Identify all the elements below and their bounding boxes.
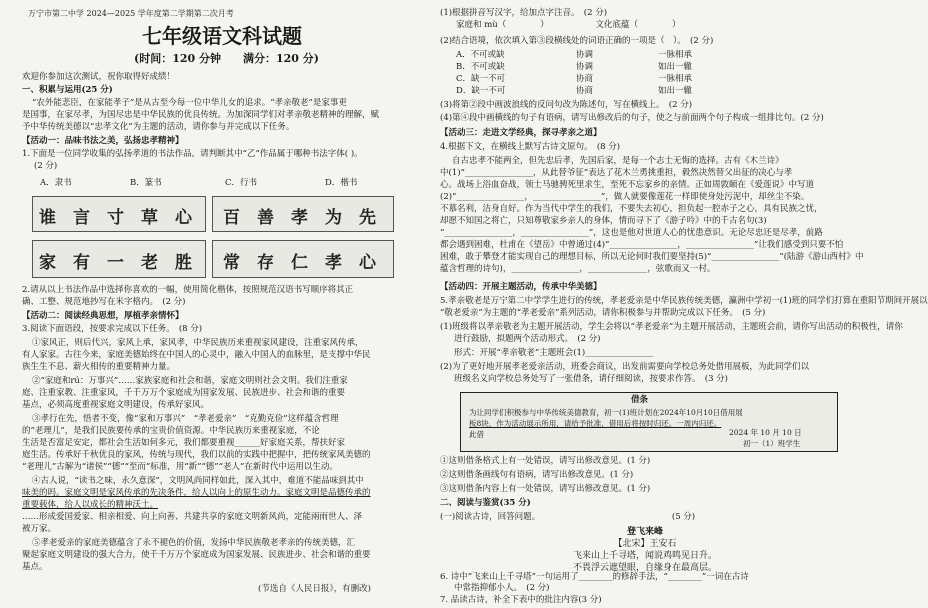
question-2: 2.请从以上书法作品中选择你喜欢的一幅，使用简化楷体，按照规范汉语书写顺序将其正 xyxy=(22,285,354,295)
q4-text-line: “________________，________________”，这也是他对世道人心的忧患意识。无论尽忠还是尽孝，前路 xyxy=(440,228,823,238)
passage-line: ②“家庭和rú：万事兴”……家族家庭和社会和谐，家庭文明则社会文明。我们注重家 xyxy=(32,376,348,386)
passage-line: 有人家家。古往今来，家庭美德始终在中国人的心灵中，融入中国人的血脉里，是支撑中华民 xyxy=(22,350,371,360)
question-1: 1.下面是一位同学收集的弘扬孝道的书法作品，请判断其中“乙”作品属于哪种书法字体( )。 xyxy=(22,149,363,159)
calligraphy-char: 百 xyxy=(223,208,240,228)
note-signature: 初一（1）班学生 xyxy=(743,439,801,448)
question-4: 4.根据下文，在横线上默写古诗文原句。 (8 分) xyxy=(440,142,621,152)
section-2-1-title: (一)阅读古诗，回答问题。 (5 分) xyxy=(440,512,696,522)
note-body-line: 为让同学们积极参与中华传统美德教育，初一(1)班计划在2024年10月10日借用展 xyxy=(469,408,743,417)
option-d: D．楷书 xyxy=(325,178,358,188)
activity-4-title: 【活动四：开展主题活动，传承中华美德】 xyxy=(440,282,602,292)
calligraphy-char: 家 xyxy=(39,253,56,273)
passage-line: 基点。 xyxy=(22,562,48,572)
note-date: 2024 年 10 月 10 日 xyxy=(729,428,802,437)
passage-line: 生活是否富足安定，都社会生活如何多元，我们都要重视______好家庭关系，帮扶好家 xyxy=(22,438,346,448)
option-a-word2: 协调 xyxy=(576,50,594,60)
calligraphy-char: 孝 xyxy=(291,208,308,228)
question-1-score: (2 分) xyxy=(34,161,58,171)
note-body-line-underlined: 板8块，作为活动展示所用，请给予批准，借用后将按时归还。一周内归还。 xyxy=(469,419,722,428)
calligraphy-char: 善 xyxy=(257,208,274,228)
passage-line: “老理儿”古解为“诸侯”“德”“至而”标准，用“新”“德”“老人”在新时代中运用以生动。 xyxy=(22,462,338,472)
passage-line: 庭生活。传承好千秋优良的家风，传统与现代，我们以前的实践中把握中，把传统家风美德的 xyxy=(22,450,371,460)
option-d-word1: D．缺一不可 xyxy=(456,86,506,96)
calligraphy-char: 仁 xyxy=(291,253,308,273)
passage-line: 族生生不息、薪火相传的重要精神力量。 xyxy=(22,362,176,372)
option-d-word3: 如出一辙 xyxy=(658,86,693,96)
intro-line: 是国事，在家尽孝，为国尽忠是中华民族的优良传统。为加深同学们对孝亲敬老精神的理解，赋 xyxy=(22,110,380,120)
question-5-2-c: ③这则借条内容上有一处错误，请写出修改意见。(1 分) xyxy=(440,484,651,494)
passage-line: ……形成爱国爱家、相亲相爱、向上向善、共建共享的家庭文明新风尚，定能兩雨世人、泽 xyxy=(22,512,363,522)
question-5-2: (2)为了更好地开展孝老爱亲活动，班委会商议，出发前需要向学校总务处借用展板，为此同学们以 xyxy=(440,362,810,372)
option-c-word1: C．缺一不可 xyxy=(456,74,506,84)
question-7: 7. 品读古诗，补全下表中的批注内容(3 分) xyxy=(440,595,602,605)
q4-text-line: 都会遇到困难，杜甫在《望岳》中曾通过(4)“________________，________________”让我们感受到只要不怕 xyxy=(440,240,844,250)
option-a: A．隶书 xyxy=(40,178,72,188)
question-5-2: 班级名义向学校总务处写了一张借条，请仔细阅读，按要求作答。 (3 分) xyxy=(454,374,728,384)
passage-line: 的“老理儿”，是我们民族要传承的宝贵价值资源。中华民族历来重视家庭，不论 xyxy=(22,426,320,436)
school-name: 万宁市第二中学 2024—2025 学年度第二学期第二次月考 xyxy=(28,9,234,18)
passage-source: (节选自《人民日报》，有删改) xyxy=(258,584,371,594)
passage-line: 被万家。 xyxy=(22,524,57,534)
option-a-word1: A．不可或缺 xyxy=(456,50,505,60)
calligraphy-char: 心 xyxy=(175,208,192,228)
greeting: 欢迎你参加这次测试，祝你取得好成绩！ xyxy=(22,72,176,82)
q4-text-line: 中(1)“________________，从此替爷征”表达了花木兰勇挑重担，毅然决然替父出征的决心与孝 xyxy=(440,168,793,178)
poem-line: 不畏浮云遮望眼，自缘身在最高层。 xyxy=(572,563,717,573)
calligraphy-char: 孝 xyxy=(325,253,342,273)
question-5-1: 进行鼓励，拟题两个活动形式。 (2 分) xyxy=(454,334,601,344)
calligraphy-char: 先 xyxy=(359,208,376,228)
poem-line: 飞来山上千寻塔，闻说鸡鸣见日升。 xyxy=(572,551,717,561)
question-3-1: (1)根据拼音写汉字，给加点字注音。 (2 分) xyxy=(440,8,608,18)
page-title: 七年级语文科试题 xyxy=(142,24,302,48)
question-5-2-b: ②这则借条画线句有语病，请写出修改意见。(1 分) xyxy=(440,470,634,480)
calligraphy-ding xyxy=(212,240,394,278)
calligraphy-char: 寸 xyxy=(107,208,124,228)
option-a-word3: 一脉相承 xyxy=(658,50,693,60)
calligraphy-char: 胜 xyxy=(175,253,192,273)
question-3-1-blanks: 家庭和 mù（ ） 文化底蕴（ ） xyxy=(456,20,681,30)
passage-line-underlined: 味美的吗。家庭文明是家风传承的先决条件，给人以向上的原生动力。家庭文明是品德传承的 xyxy=(22,488,371,498)
calligraphy-jia xyxy=(32,196,206,232)
q4-text-line: 自古忠孝不能两全，但先忠后孝，先国后家，是每一个志士无悔的选择。古有《木兰诗》 xyxy=(452,156,784,166)
q4-text-line: (2)“________________，________________”，做人就要像莲花一样即使身处污泥中，却丝尘不染。 xyxy=(440,192,810,202)
calligraphy-char: 有 xyxy=(73,253,90,273)
calligraphy-char: 言 xyxy=(73,208,90,228)
question-5: 5.孝亲敬老是万宁第二中学学生进行的传统，孝老爱亲是中华民族传统美德，瀛洲中学初一(1)班的同学们打算在重阳节期间开展以 xyxy=(440,296,928,306)
calligraphy-char: 谁 xyxy=(39,208,56,228)
q4-text-line: 困难，敢于攀登才能实现自己的理想目标，所以无论何时我们要坚持(5)“________________”(陆游《游山西村》中 xyxy=(440,252,864,262)
option-d-word2: 协商 xyxy=(576,86,594,96)
q4-text-line: 心。战场上浴血奋战，领士马驰骋死里求生，至死不忘家乡的亲情。正如周敦颐在《爱莲说》中写道 xyxy=(440,180,815,190)
calligraphy-char: 一 xyxy=(107,253,124,273)
poem-title: 登飞来峰 xyxy=(626,527,663,537)
option-c: C．行书 xyxy=(225,178,258,188)
calligraphy-yi xyxy=(212,196,394,232)
section-2-title: 二、阅读与鉴赏(35 分) xyxy=(440,498,531,508)
passage-line: ④古人说，“读书之味，永久意深”，文明风尚同样如此，深入其中，难道不能品味到其中 xyxy=(32,476,364,486)
question-2: 确、工整、规范地抄写在米字格内。 (2 分) xyxy=(22,297,186,307)
calligraphy-char: 为 xyxy=(325,208,342,228)
option-b: B．篆书 xyxy=(130,178,162,188)
question-6: 中常指抑郁小人。 (2 分) xyxy=(454,583,550,593)
passage-line: 基点，必须高度重视家庭文明建设，传承好家风。 xyxy=(22,400,210,410)
question-3: 3.阅读下面语段，按要求完成以下任务。 (8 分) xyxy=(22,324,203,334)
intro-line: “农外能悲臣，在家能孝子”是从古至今每一位中华儿女的追求。“孝亲敬老”是家事更 xyxy=(32,98,347,108)
question-3-3: (3)将第②段中画波浪线的反问句改为陈述句，写在横线上。 (2 分) xyxy=(440,100,693,110)
question-5-1: (1)班级将以孝亲敬老为主题开展活动，学生会将以“孝老爱亲”为主题开展活动，主题班会前，请你写出活动的积极性，请你 xyxy=(440,322,903,332)
passage-line: 庭、注重家教、注重家风，千千万万个家庭成为国家发展、民族进步、社会和谐的重要 xyxy=(22,388,346,398)
calligraphy-char: 老 xyxy=(141,253,158,273)
passage-line: ①家风正，则后代兴，家风上承，家风孝，中华民族历来重视家风建设，注重家风传承， xyxy=(32,338,364,348)
passage-line: 聚起家庭文明建设的强大合力，使千千万万个家庭成为国家发展、民族进步、社会和谐的重要 xyxy=(22,550,371,560)
question-5-1-answer-line: 形式：开展“孝亲敬老”主题班会(1)________________ xyxy=(454,348,654,358)
option-c-word3: 一脉相承 xyxy=(658,74,693,84)
activity-2-title: 【活动二：阅读经典思想，厚植孝亲情怀】 xyxy=(22,311,184,321)
note-body-line: 此借 xyxy=(469,430,484,439)
exam-time: (时间：120 分钟 满分：120 分) xyxy=(134,52,319,65)
question-5-2-a: ①这则借条格式上有一处错误，请写出修改意见。(1 分) xyxy=(440,456,651,466)
question-3-4: (4)第④段中画横线的句子有语病，请写出修改后的句子，使之与前面两个句子构成一组排比句。(2 分) xyxy=(440,113,824,123)
q4-text-line: 却愿不知国之将亡，只知尊敬家乡亲人的身体，情而寻下了《游子吟》中的千古名句(3) xyxy=(440,216,767,226)
poem-author: 【北宋】王安石 xyxy=(613,539,677,549)
activity-3-title: 【活动三：走进文学经典，探寻孝亲之道】 xyxy=(440,128,602,138)
calligraphy-char: 草 xyxy=(141,208,158,228)
question-5: “敬老爱亲”为主题的“孝老爱亲”系列活动，请你积极参与并帮助完成以下任务。 (5 分) xyxy=(440,308,766,318)
passage-line: ⑤孝老爱亲的家庭美德蕴含了永不褪色的价值，发扬中华民族敬老孝亲的传统美德，汇 xyxy=(32,538,356,548)
option-c-word2: 协商 xyxy=(576,74,594,84)
question-3-2: (2)结合语境，依次填入第③段横线处的词语正确的一项是（ ）。 (2 分) xyxy=(440,36,714,46)
intro-line: 予中华传统美德以“忠孝文化”为主题的活动，请你参与并完成以下任务。 xyxy=(22,122,295,132)
calligraphy-char: 常 xyxy=(223,253,240,273)
q4-text-line: 不慕名利，洁身自好。作为当代中学生的我们，不要失去初心，担负起一腔赤子之心，具有民族之忧， xyxy=(440,204,823,214)
borrow-note-box xyxy=(460,392,838,452)
passage-line: ③孝行在先，悟者不变，像“家和万事兴” “孝老爱亲” “克勤克俭”这样蕴含哲理 xyxy=(32,414,339,424)
note-title: 借条 xyxy=(631,395,649,405)
option-b-word1: B．不可或缺 xyxy=(456,62,505,72)
section-1-title: 一、积累与运用(25 分) xyxy=(22,85,113,95)
activity-1-title: 【活动一：品味书法之美，弘扬忠孝精神】 xyxy=(22,136,184,146)
passage-line-underlined: 重要载体，给人以成长的精神沃土。 xyxy=(22,500,159,510)
calligraphy-bing xyxy=(32,240,206,278)
question-6: 6. 诗中“飞来山上千寻塔”一句运用了________的修辞手法，“________”一词在古诗 xyxy=(440,572,749,582)
option-b-word2: 协调 xyxy=(576,62,594,72)
q4-text-line: 蕴含哲理的诗句)，________________，______________，弦歌而又一村。 xyxy=(440,264,716,274)
calligraphy-char: 存 xyxy=(257,253,274,273)
calligraphy-char: 心 xyxy=(359,253,376,273)
option-b-word3: 如出一辙 xyxy=(658,62,693,72)
